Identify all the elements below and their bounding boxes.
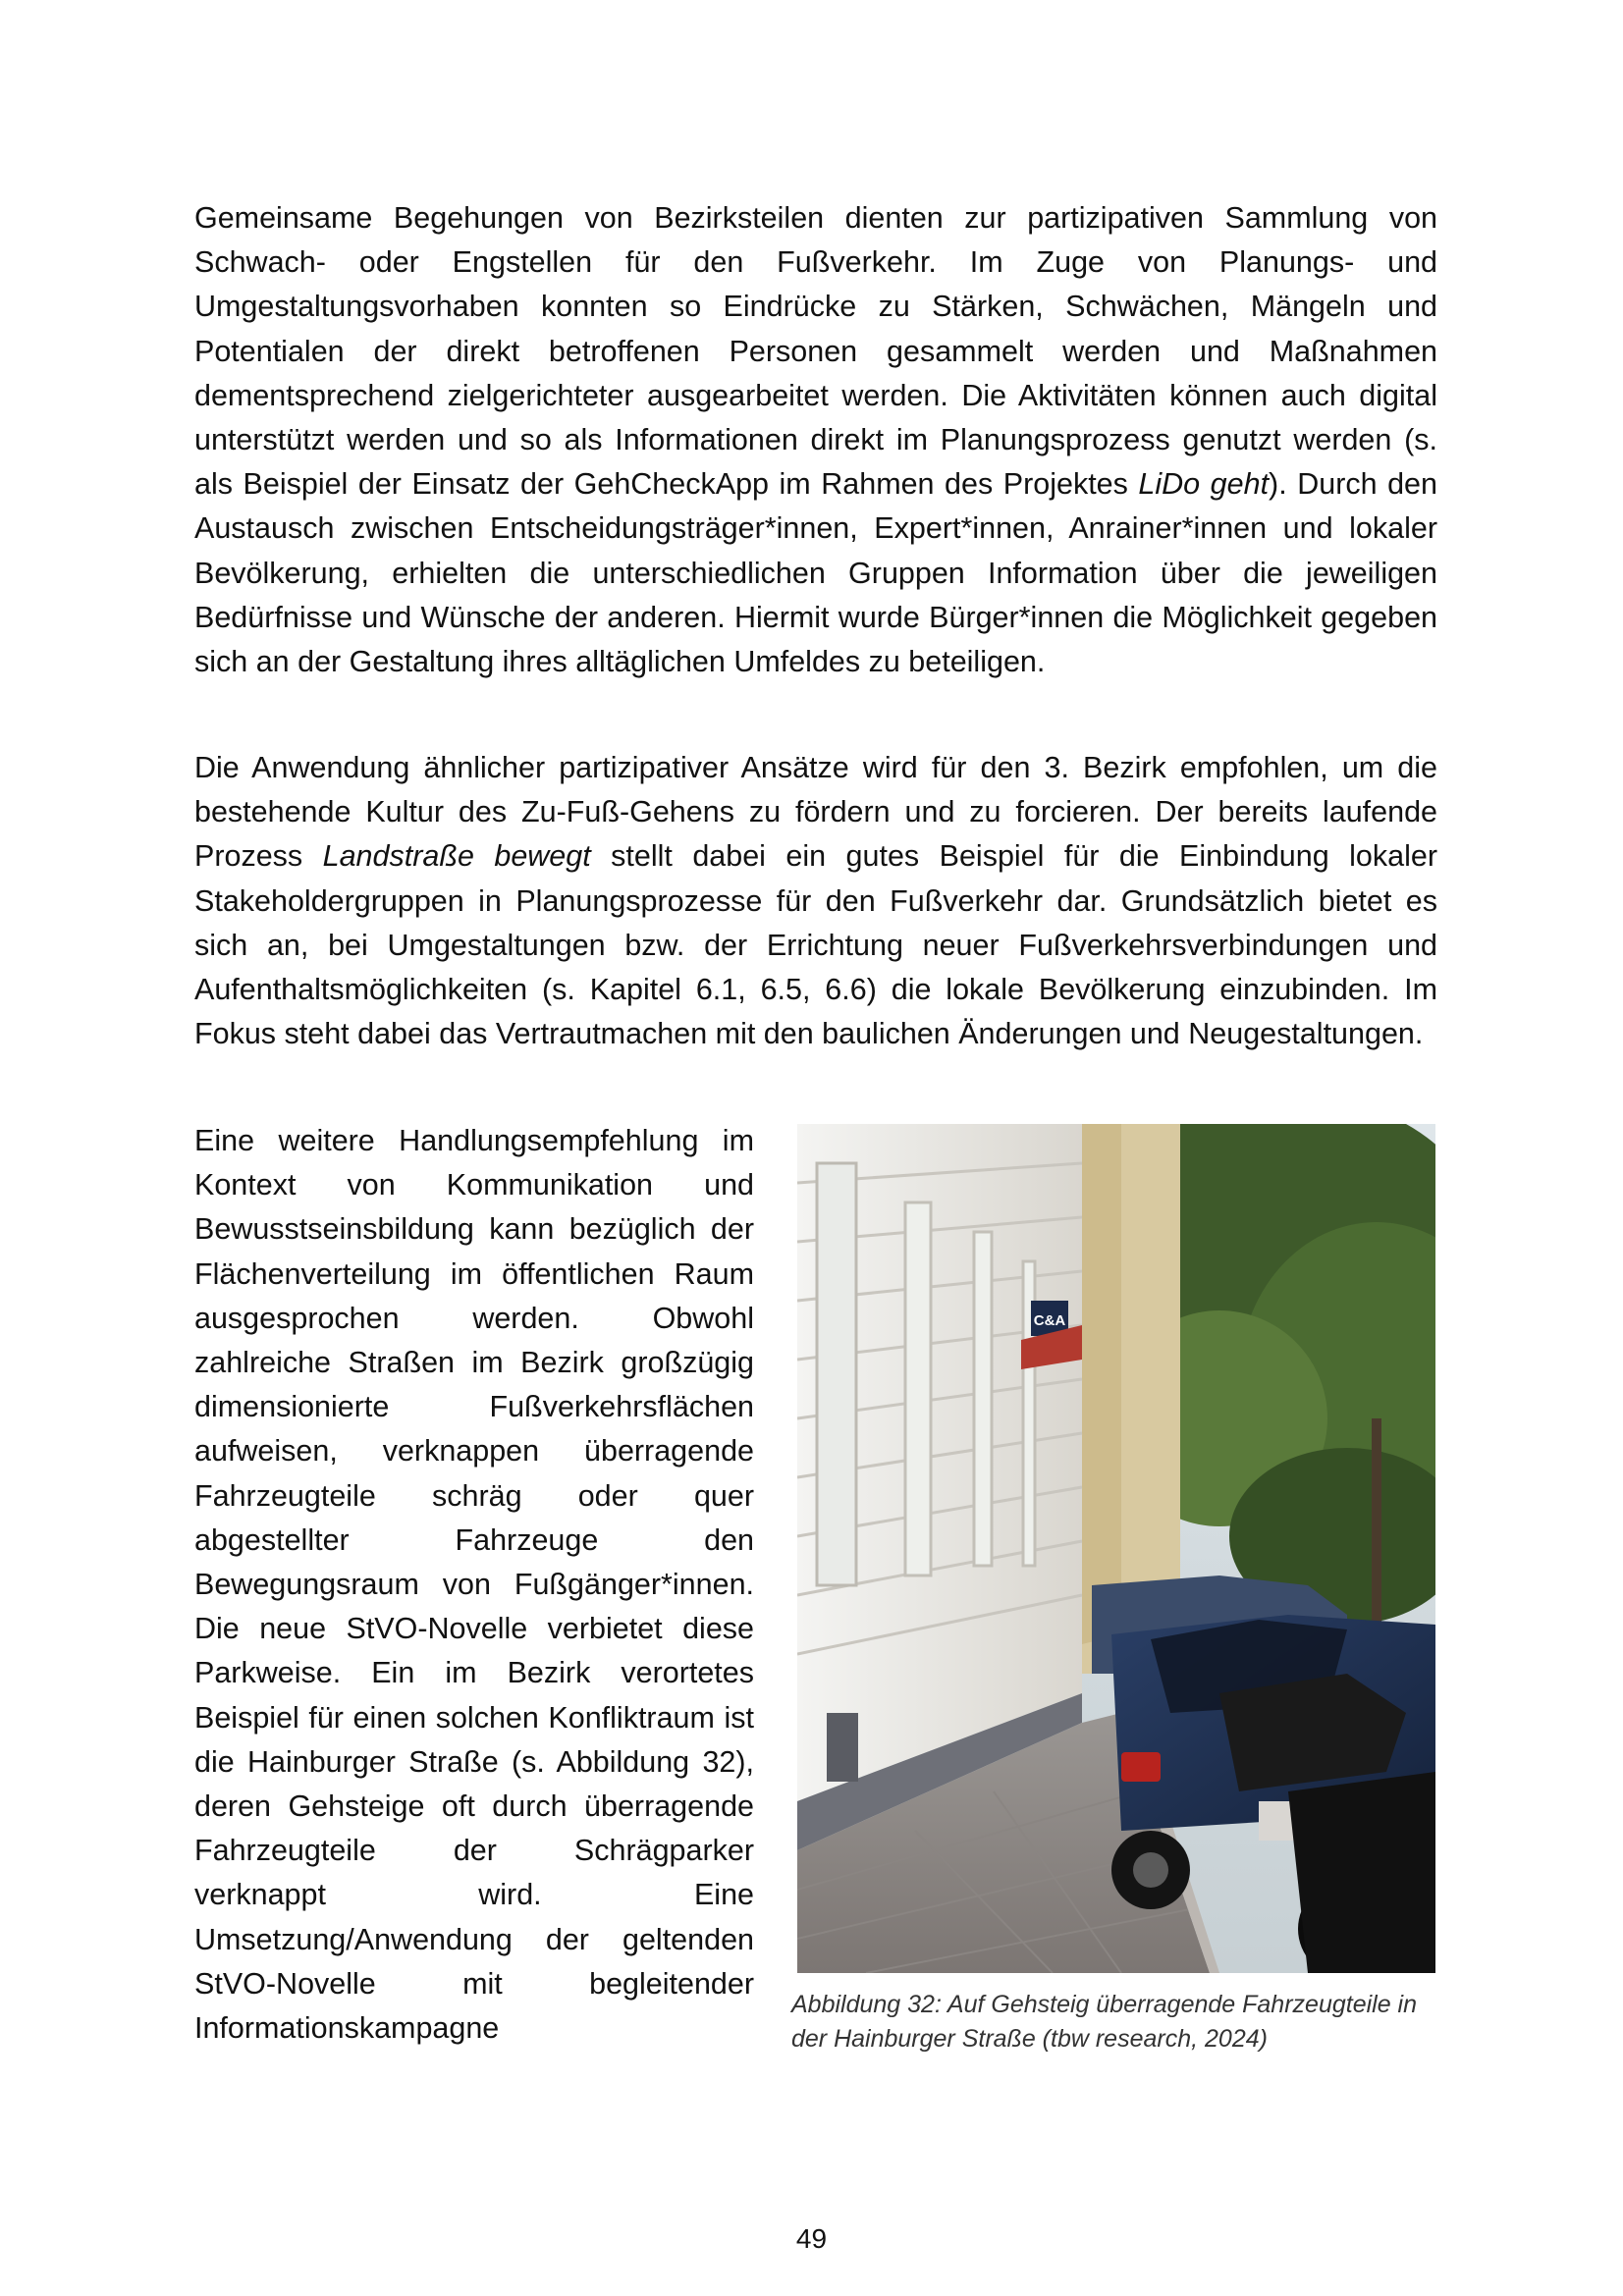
process-name-landstrasse-bewegt: Landstraße bewegt bbox=[322, 839, 591, 874]
paragraph-1-text-a: Gemeinsame Begehungen von Bezirksteilen dienten zur partizipativen Sammlung von Schwach- oder Engstellen für den Fußverkehr. Im Zuge von Planungs- und Umgestaltungsvorhaben konnten so Eindrücke zu Stärken, Schwächen, Mängeln und Potentialen der direkt betroffenen Personen gesammelt werden und Maßnahmen dementsprechend zielgerichteter ausgearbeitet werden. Die Aktivitäten können auch digital unterstützt werden und so als Informationen direkt im Planungsprozess genutzt werden (s. als Beispiel der Einsatz der GehCheckApp im Rahmen des Projektes bbox=[194, 201, 1437, 502]
figure-caption: Abbildung 32: Auf Gehsteig überragende Fahrzeugteile in der Hainburger Straße (tbw research, 2024) bbox=[791, 1991, 1418, 2053]
project-name-lido-geht: LiDo geht bbox=[1138, 467, 1270, 502]
paragraph-space-distribution: Eine weitere Handlungsempfehlung im Kontext von Kommunikation und Bewusstseinsbildung kann bezüglich der Flächenverteilung im öffentlichen Raum ausgesprochen werden. Obwohl zahlreiche Straßen im Bezirk großzügig dimensionierte Fußverkehrsflächen aufweisen, verknappen überragende Fahrzeugteile schräg oder quer abgestellter Fahrzeuge den Bewegungsraum von Fußgänger*innen. Die neue StVO-Novelle verbietet diese Parkweise. Ein im Bezirk verortetes Beispiel für einen solchen Konfliktraum ist die Hainburger Straße (s. Abbildung 32), deren Gehsteige oft durch überragende Fahrzeugteile der Schrägparker verknappt wird. Eine Umsetzung/Anwendung der geltenden StVO-Novelle mit begleitender Informationskampagne bbox=[194, 1124, 754, 2046]
paragraph-district-recommendation bbox=[194, 746, 1437, 1056]
store-sign-text: C&A bbox=[1033, 1312, 1066, 1329]
street-photo-illustration bbox=[797, 1124, 1435, 1973]
paragraph-1-text-b: ). Durch den Austausch zwischen Entscheidungsträger*innen, Expert*innen, Anrainer*innen und lokaler Bevölkerung, erhielten die unterschiedlichen Gruppen Information über die jeweiligen Bedürfnisse und Wünsche der anderen. Hiermit wurde Bürger*innen die Möglichkeit gegeben sich an der Gestaltung ihres alltäglichen Umfeldes zu beteiligen. bbox=[194, 467, 1437, 679]
page-number: 49 bbox=[795, 2223, 828, 2254]
figure-photo-sidewalk bbox=[797, 1124, 1435, 1973]
paragraph-2-text-a: Die Anwendung ähnlicher partizipativer Ansätze wird für den 3. Bezirk empfohlen, um die bestehende Kultur des Zu-Fuß-Gehens zu fördern und zu forcieren. Der bereits laufende Prozess bbox=[194, 751, 1437, 874]
paragraph-2-text-b: stellt dabei ein gutes Beispiel für die Einbindung lokaler Stakeholdergruppen in Planungsprozesse für den Fußverkehr dar. Grundsätzlich bietet es sich an, bei Umgestaltungen bzw. der Errichtung neuer Fußverkehrsverbindungen und Aufenthaltsmöglichkeiten (s. Kapitel 6.1, 6.5, 6.6) die lokale Bevölkerung einzubinden. Im Fokus steht dabei das Vertrautmachen mit den baulichen Änderungen und Neugestaltungen. bbox=[194, 839, 1437, 1051]
paragraph-participatory-walks bbox=[194, 196, 1437, 684]
